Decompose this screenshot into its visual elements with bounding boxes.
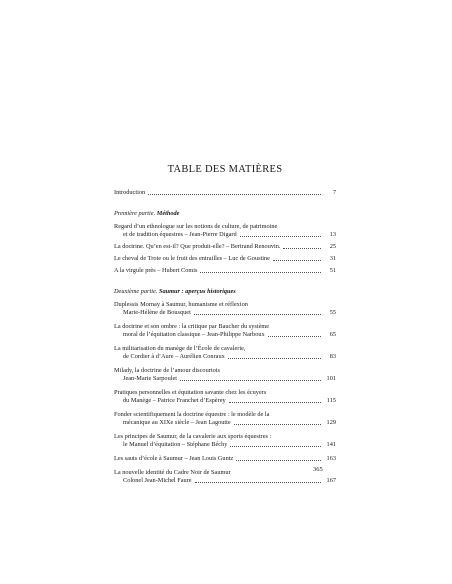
page-number: 365 — [313, 466, 323, 473]
dot-leader — [194, 314, 321, 315]
dot-leader — [236, 460, 321, 461]
entry-text-cont: de Cordier à d’Aure – Aurélien Conraux — [123, 353, 225, 360]
entry-text-cont: le Manuel d’équitation – Stéphane Béchy — [123, 441, 228, 448]
part-heading-1 — [114, 210, 336, 218]
toc-entry-introduction — [114, 189, 336, 197]
dot-leader — [268, 336, 321, 337]
dot-leader — [240, 236, 321, 237]
part-label: Deuxième partie. — [114, 288, 158, 295]
entry-page: 51 — [329, 267, 336, 274]
entry-page: 129 — [326, 419, 336, 426]
toc-entry — [114, 411, 336, 427]
entry-page: 141 — [326, 441, 336, 448]
toc-entry — [114, 301, 336, 317]
part-label: Première partie. — [114, 210, 156, 217]
entry-text: Duplessis Mornay à Saumur, humanisme et réflexion — [114, 301, 248, 308]
dot-leader — [234, 424, 321, 425]
entry-page: 101 — [326, 375, 336, 382]
entry-text-cont: mécanique au XIXe siècle – Jean Lagoutte — [123, 419, 231, 426]
entry-page: 65 — [329, 331, 336, 338]
entry-text: Introduction — [114, 189, 146, 196]
entry-text: Regard d’un ethnologue sur les notions de culture, de patrimoine — [114, 223, 278, 230]
entry-text-cont: Jean-Marie Sarpoulet — [123, 375, 178, 382]
toc-entry — [114, 455, 336, 463]
toc-entry — [114, 433, 336, 449]
entry-page: 25 — [329, 243, 336, 250]
toc-entry — [114, 367, 336, 383]
entry-text: La doctrine et son ombre : la critique par Baucher du système — [114, 323, 270, 330]
toc-entry — [114, 469, 336, 485]
entry-text: Le cheval de Troie ou le fruit des entrailles – Luc de Goustine — [114, 255, 270, 262]
dot-leader — [200, 272, 321, 273]
entry-text: Milady, la doctrine de l’amour discourtois — [114, 367, 220, 374]
toc-entry — [114, 223, 336, 239]
dot-leader — [195, 482, 321, 483]
dot-leader — [148, 194, 321, 195]
entry-text: Les principes de Saumur, de la cavalerie aux sports équestres : — [114, 433, 272, 440]
entry-page: 55 — [329, 309, 336, 316]
entry-text-cont: et de tradition équestres – Jean-Pierre Digard — [123, 231, 237, 238]
entry-page: 31 — [329, 255, 336, 262]
entry-page: 167 — [326, 477, 336, 484]
dot-leader — [273, 260, 321, 261]
dot-leader — [180, 380, 321, 381]
dot-leader — [229, 402, 321, 403]
entry-page: 83 — [329, 353, 336, 360]
part-name: Saumur : aperçus historiques — [158, 288, 236, 295]
toc-entry — [114, 389, 336, 405]
entry-text: La doctrine. Qu’en est-il? Que produit-elle? – Bertrand Renouvin. — [114, 243, 281, 250]
toc-entry — [114, 255, 336, 263]
toc-entry — [114, 267, 336, 275]
entry-text-cont: moral de l’équitation classique – Jean-Philippe Narboux — [123, 331, 265, 338]
entry-text: Fonder scientifiquement la doctrine équestre : le modèle de la — [114, 411, 270, 418]
table-of-contents — [114, 164, 336, 485]
entry-text-cont: Marie-Hélène de Bousquet — [123, 309, 191, 316]
part-name: Méthode — [156, 210, 180, 217]
entry-page: 163 — [326, 455, 336, 462]
toc-entry — [114, 323, 336, 339]
part-heading-2 — [114, 288, 336, 296]
entry-text: La nouvelle identité du Cadre Noir de Saumur — [114, 469, 231, 476]
entry-page: 13 — [329, 231, 336, 238]
entry-text: A la virgule près – Hubert Comis — [114, 267, 198, 274]
entry-text: La militarisation du manège de l’École de cavalerie, — [114, 345, 246, 352]
dot-leader — [283, 248, 321, 249]
toc-entry — [114, 243, 336, 251]
entry-text-cont: du Manège – Patrice Franchet d’Espèrey — [123, 397, 226, 404]
toc-entry — [114, 345, 336, 361]
entry-text: Pratiques personnelles et équitation savante chez les écuyers — [114, 389, 267, 396]
entry-text-cont: Colonel Jean-Michel Faure — [123, 477, 192, 484]
toc-title: TABLE DES MATIÈRES — [167, 164, 283, 175]
dot-leader — [228, 358, 321, 359]
entry-page: 7 — [332, 189, 336, 196]
dot-leader — [230, 446, 321, 447]
entry-text: Les sauts d’école à Saumur – Jean Louis Guntz — [114, 455, 234, 462]
entry-page: 115 — [326, 397, 336, 404]
